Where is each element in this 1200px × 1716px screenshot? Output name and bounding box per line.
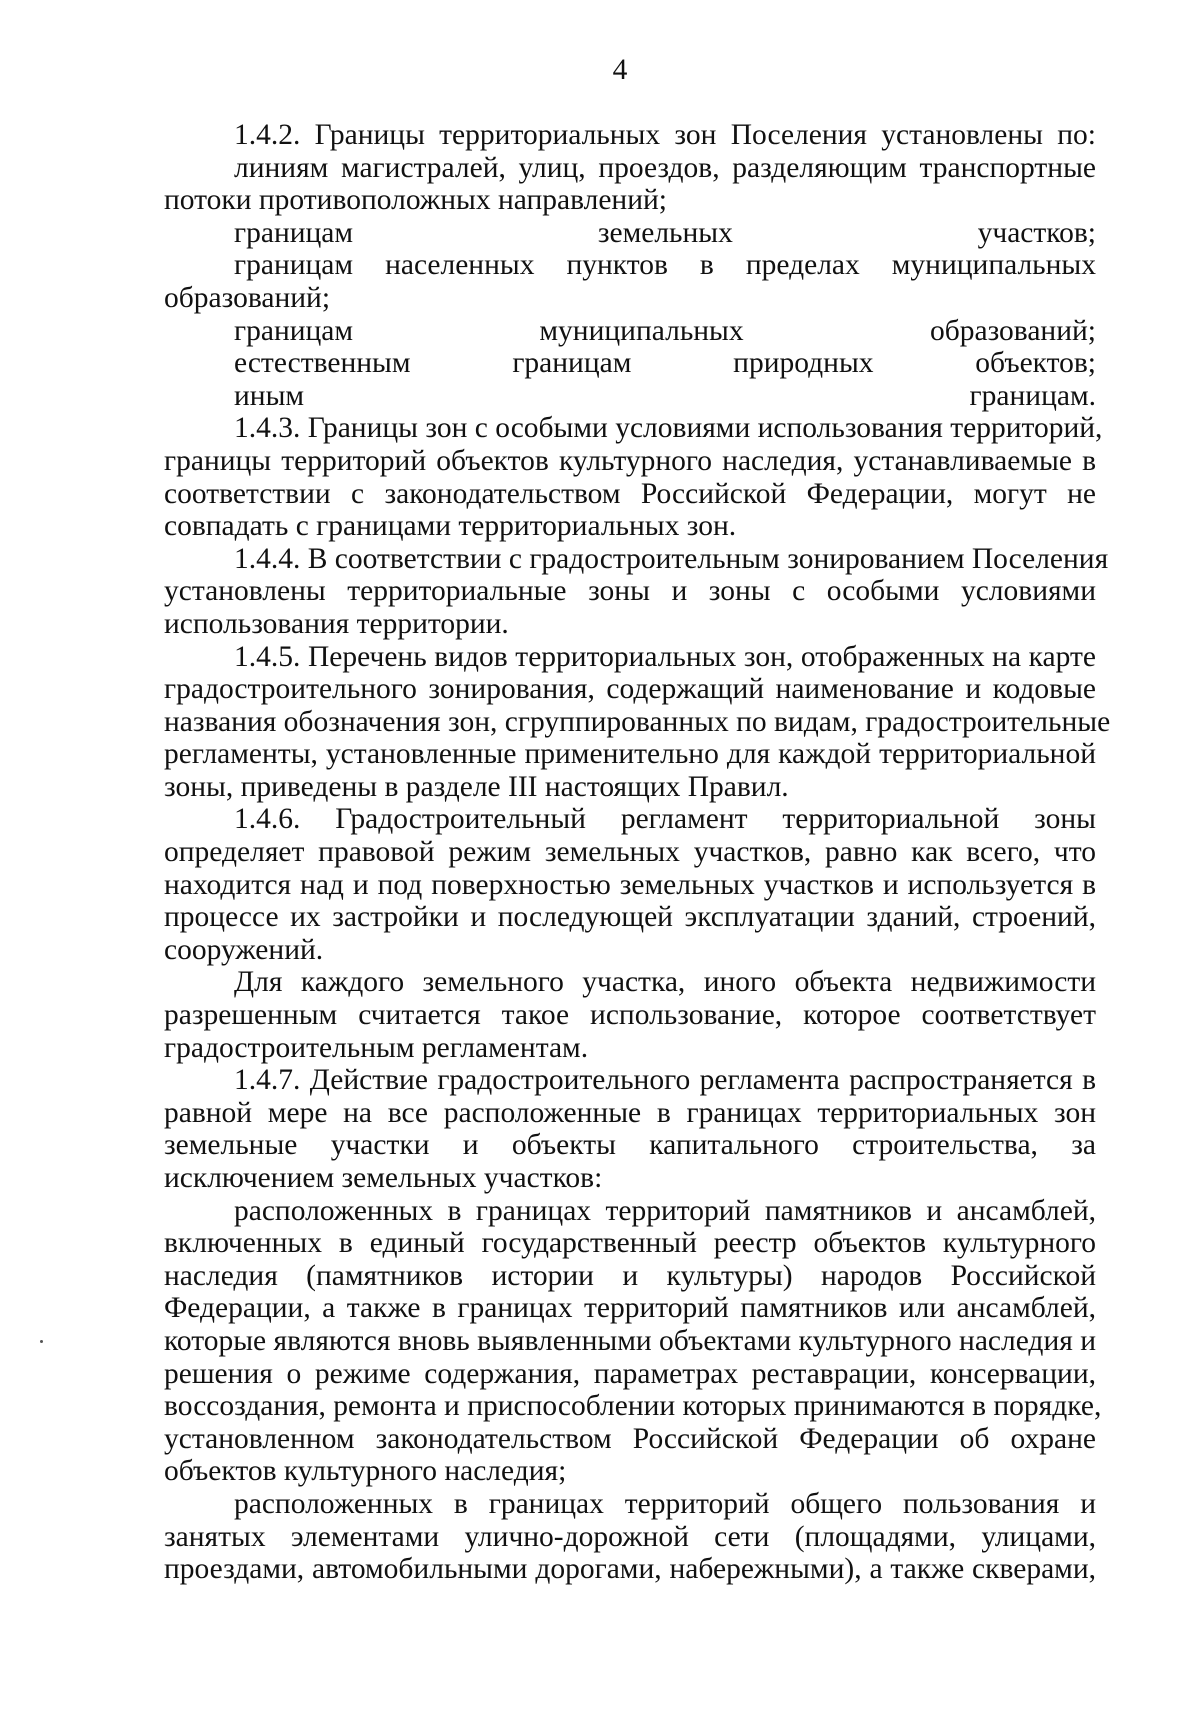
page-number: 4 [612, 54, 628, 86]
text-line: установленном законодательством Российской Федерации об охране [164, 1422, 1096, 1455]
text-line: границам муниципальных образований; [234, 314, 1096, 347]
text-line: сооружений. [164, 933, 324, 966]
text-line: исключением земельных участков: [164, 1162, 603, 1194]
text-line: градостроительным регламентам. [164, 1031, 589, 1064]
text-line: земельные участки и объекты капитального строительства, за [164, 1129, 1096, 1162]
text-line: разрешенным считается такое использование, которое соответствует [164, 999, 1096, 1032]
text-line: 1.4.7. Действие градостроительного регламента распространяется в [234, 1064, 1096, 1097]
text-line: равной мере на все расположенные в границах территориальных зон [164, 1096, 1096, 1129]
text-line: установлены территориальные зоны и зоны с особыми условиями [164, 575, 1096, 608]
text-line: Федерации, а также в границах территорий памятников или ансамблей, [164, 1292, 1096, 1325]
text-line: зоны, приведены в разделе III настоящих Правил. [164, 770, 789, 803]
text-line: которые являются вновь выявленными объектами культурного наследия и [164, 1324, 1096, 1357]
text-line: расположенных в границах территорий общего пользования и [234, 1487, 1096, 1520]
text-line: иным границам. [234, 379, 1096, 412]
text-line: решения о режиме содержания, параметрах реставрации, консервации, [164, 1357, 1096, 1390]
text-line: 1.4.3. Границы зон с особыми условиями использования территорий, [234, 412, 1103, 445]
document-body [164, 119, 1111, 1586]
text-line: границам земельных участков; [234, 216, 1096, 249]
text-line: воссоздания, ремонта и приспособлении которых принимаются в порядке, [164, 1390, 1102, 1423]
text-line: потоки противоположных направлений; [164, 184, 667, 217]
text-line: 1.4.4. В соответствии с градостроительным зонированием Поселения [234, 542, 1109, 575]
text-line: образований; [164, 281, 331, 314]
text-line: объектов культурного наследия; [164, 1455, 567, 1488]
text-line: 1.4.5. Перечень видов территориальных зон, отображенных на карте [234, 640, 1096, 673]
text-line: 1.4.2. Границы территориальных зон Поселения установлены по: [234, 119, 1096, 151]
text-line: Для каждого земельного участка, иного объекта недвижимости [234, 966, 1096, 999]
scan-speck [40, 1340, 43, 1343]
text-line: естественным границам природных объектов; [234, 347, 1096, 380]
text-line: названия обозначения зон, сгруппированных по видам, градостроительные [164, 705, 1111, 738]
text-line: находится над и под поверхностью земельных участков и используется в [164, 868, 1096, 901]
text-line: 1.4.6. Градостроительный регламент территориальной зоны [234, 803, 1096, 836]
text-line: совпадать с границами территориальных зон. [164, 510, 737, 543]
text-line: градостроительного зонирования, содержащий наименование и кодовые [164, 673, 1096, 706]
text-line: проездами, автомобильными дорогами, набережными), а также скверами, [164, 1553, 1096, 1586]
text-line: линиям магистралей, улиц, проездов, разделяющим транспортные [234, 151, 1096, 184]
text-line: процессе их застройки и последующей эксплуатации зданий, строений, [164, 901, 1096, 934]
text-line: границы территорий объектов культурного наследия, устанавливаемые в [164, 444, 1096, 477]
text-line: регламенты, установленные применительно для каждой территориальной [164, 738, 1096, 771]
text-line: включенных в единый государственный реестр объектов культурного [164, 1227, 1096, 1260]
text-line: границам населенных пунктов в пределах муниципальных [234, 249, 1096, 282]
text-line: соответствии с законодательством Российской Федерации, могут не [164, 477, 1096, 510]
text-line: расположенных в границах территорий памятников и ансамблей, [234, 1194, 1096, 1227]
text-line: использования территории. [164, 607, 509, 640]
text-line: определяет правовой режим земельных участков, равно как всего, что [164, 836, 1096, 869]
text-line: занятых элементами улично-дорожной сети (площадями, улицами, [164, 1520, 1096, 1553]
text-line: наследия (памятников истории и культуры) народов Российской [164, 1259, 1096, 1292]
